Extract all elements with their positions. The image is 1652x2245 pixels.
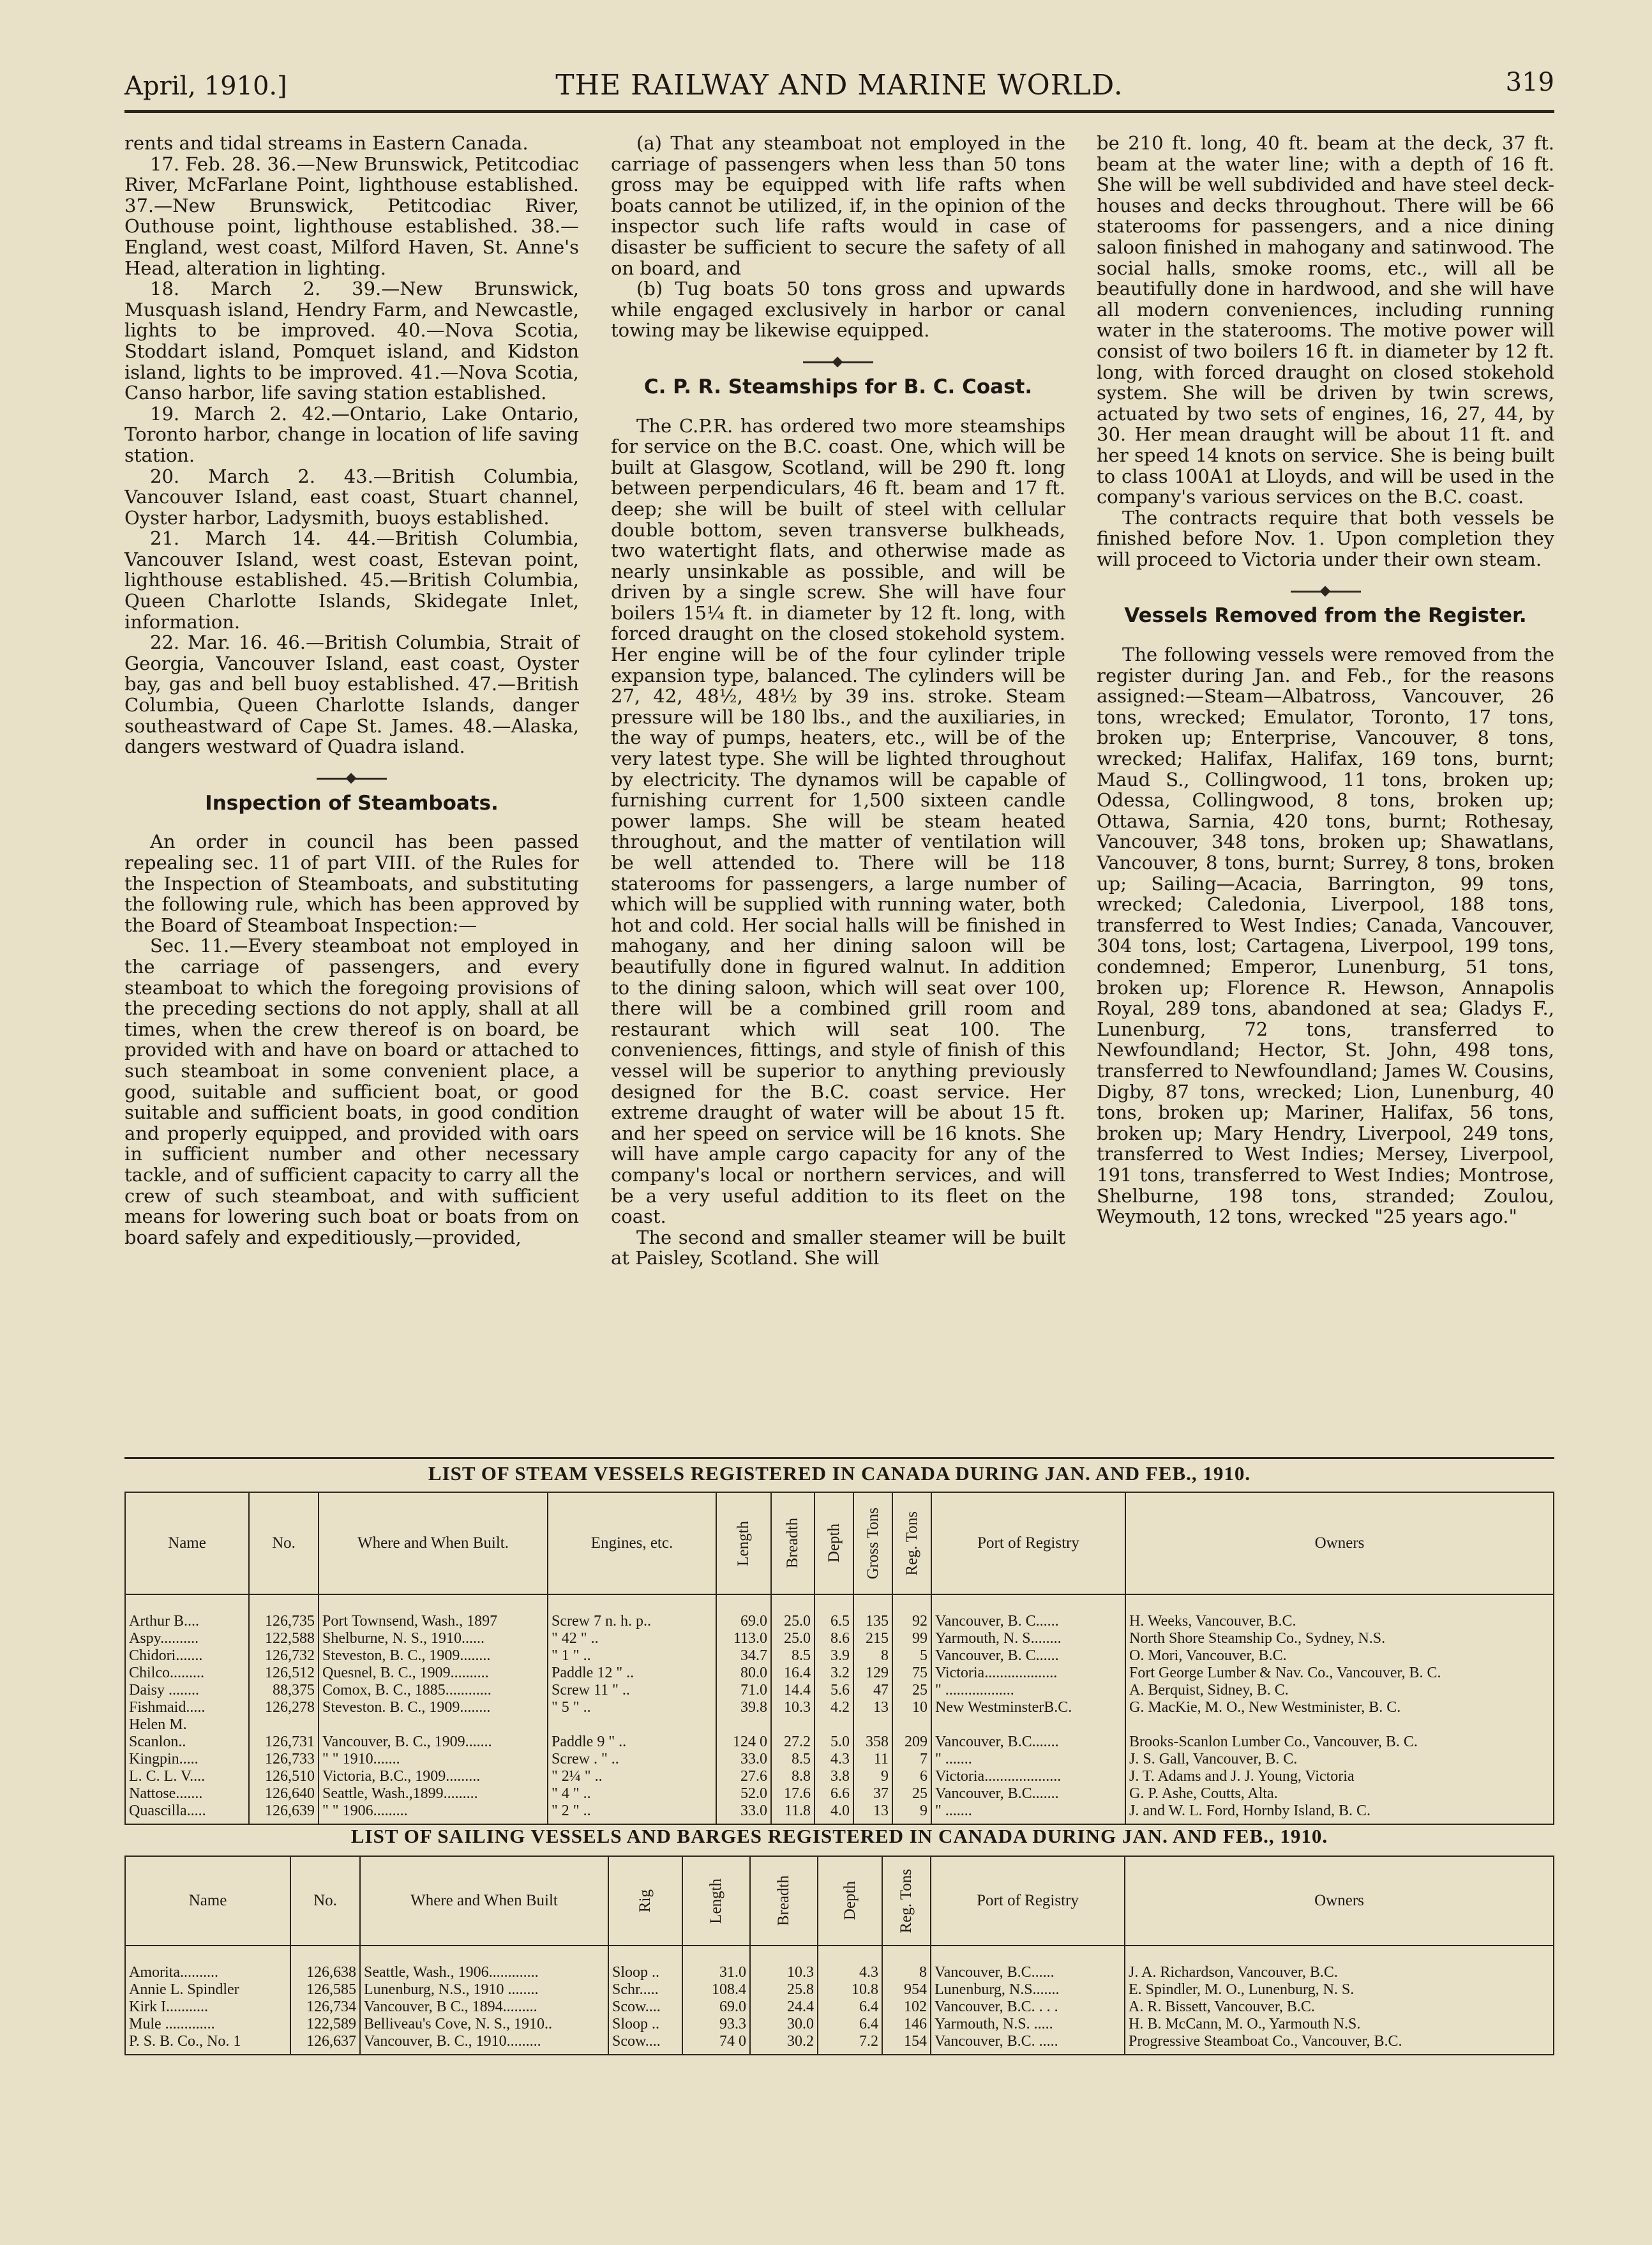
table-row (125, 1699, 1554, 1716)
paragraph: An order in council has been passed repealing sec. 11 of part VIII. of the Rules for the Inspection of Steamboats, and substituting the following rule, which has been approved by the Board of Steamboat Inspection:— (124, 831, 579, 936)
table-cell: Steveston, B. C., 1909........ (319, 1647, 548, 1665)
table-cell: 126,278 (249, 1699, 319, 1716)
table-cell: 8.5 (771, 1751, 815, 1768)
table-cell (125, 1594, 249, 1613)
table-cell (682, 1946, 750, 1964)
table-cell (319, 1594, 548, 1613)
section-heading-cpr-steamships: C. P. R. Steamships for B. C. Coast. (643, 375, 1033, 398)
table-cell: 10.3 (771, 1699, 815, 1716)
paragraph: 21. March 14. 44.—British Columbia, Vancouver Island, west coast, Estevan point, lighthouse established. 45.—British Columbia, Queen Charlotte Islands, Skidegate Inlet, information. (124, 527, 579, 633)
column-header (815, 1492, 853, 1594)
table-cell (1125, 1946, 1554, 1964)
table-cell: 126,639 (249, 1803, 319, 1824)
sailing-table-body (125, 1946, 1554, 2055)
column-header: Name (125, 1492, 249, 1594)
page-header (124, 66, 1554, 111)
table-cell: 129 (853, 1665, 892, 1682)
paragraph: 22. Mar. 16. 46.—British Columbia, Strait of Georgia, Vancouver Island, east coast, Oyster bay, gas and bell buoy established. 47.—British Columbia, Queen Charlotte Islands, danger southeastward of Cape St. James. 48.—Alaska, dangers westward of Quadra island. (124, 631, 579, 758)
column-header: Owners (1125, 1856, 1554, 1946)
table-row (125, 1613, 1554, 1630)
table-cell: Screw . " .. (548, 1751, 716, 1768)
table-cell: Lunenburg, N.S....... (931, 1981, 1125, 1999)
table-cell: Scow.... (608, 1999, 682, 2016)
table-row (125, 1682, 1554, 1699)
table-row (125, 1647, 1554, 1665)
table-row (125, 1803, 1554, 1824)
table-cell: Vancouver, B.C. . . . (931, 1999, 1125, 2016)
table-cell: 99 (892, 1630, 931, 1647)
sailing-table-title: LIST OF SAILING VESSELS AND BARGES REGISTERED IN CANADA DURING JAN. AND FEB., 1910. (350, 1825, 1328, 1847)
table-cell (853, 1716, 892, 1734)
table-cell (249, 1594, 319, 1613)
table-cell (892, 1716, 931, 1734)
table-cell: 8 (853, 1647, 892, 1665)
table-cell: Paddle 9 " .. (548, 1734, 716, 1751)
table-cell: J. T. Adams and J. J. Young, Victoria (1125, 1768, 1554, 1785)
table-cell: 69.0 (682, 1999, 750, 2016)
table-cell: 209 (892, 1734, 931, 1751)
table-cell (892, 1594, 931, 1613)
paragraph: rents and tidal streams in Eastern Canada. (124, 132, 529, 154)
table-cell: 10 (892, 1699, 931, 1716)
table-cell: 113.0 (716, 1630, 771, 1647)
table-cell: 4.3 (818, 1964, 882, 1981)
table-spacer-row (125, 1594, 1554, 1613)
table-cell: 52.0 (716, 1785, 771, 1803)
paragraph: The C.P.R. has ordered two more steamships for service on the B.C. coast. One, which will be built at Glasgow, Scotland, will be 290 ft. long between perpendiculars, 46 ft. beam and 17 ft. deep; she will be built of steel with cellular double bottom, seven transverse bulkheads, two watertight flats, and otherwise made as nearly unsinkable as possible, and will be driven by a single screw. She will have four boilers 15¼ ft. in diameter by 12 ft. long, with forced draught on the closed stokehold system. Her engine will be of the four cylinder triple expansion type, balanced. The cylinders will be 27, 42, 48½, 48½ by 39 ins. stroke. Steam pressure will be 180 lbs., and the auxiliaries, in the way of pumps, heaters, etc., will be of the very latest type. She will be lighted throughout by electricity. The dynamos will be capable of furnishing current for 1,500 sixteen candle power lamps. She will be steam heated throughout, and the matter of ventilation will be well attended to. There will be 118 staterooms for passengers, a large number of which will be supplied with running water, both hot and cold. Her social halls will be finished in mahogany, and her dining saloon will be beautifully done in figured walnut. In addition to the dining saloon, which will seat over 100, there will be a combined grill room and restaurant which will seat 100. The conveniences, fittings, and style of finish of this vessel will be superior to anything previously designed for the B.C. coast service. Her extreme draught of water will be about 15 ft. and her speed on service will be 16 knots. She will have ample cargo capacity for any of the company's local or northern services, and will be a very useful addition to its fleet on the coast. (611, 414, 1065, 1228)
table-cell: Comox, B. C., 1885............ (319, 1682, 548, 1699)
table-cell: 16.4 (771, 1665, 815, 1682)
table-cell: 126,733 (249, 1751, 319, 1768)
issue-date: April, 1910.] (124, 72, 287, 101)
table-cell: O. Mori, Vancouver, B.C. (1125, 1647, 1554, 1665)
table-cell: Quascilla..... (125, 1803, 249, 1824)
paragraph: The following vessels were removed from the register during Jan. and Feb., for the reasons assigned:—Steam—Albatross, Vancouver, 26 tons, wrecked; Emulator, Toronto, 17 tons, broken up; Enterprise, Vancouver, 8 tons, wrecked; Halifax, Halifax, 169 tons, burnt; Maud S., Collingwood, 11 tons, broken up; Odessa, Collingwood, 8 tons, broken up; Ottawa, Sarnia, 420 tons, burnt; Rothesay, Vancouver, 348 tons, broken up; Shawatlans, Vancouver, 8 tons, burnt; Surrey, 8 tons, broken up; Sailing—Acacia, Barrington, 99 tons, wrecked; Caledonia, Liverpool, 188 tons, transferred to West Indies; Canada, Vancouver, 304 tons, lost; Cartagena, Liverpool, 199 tons, condemned; Emperor, Lunenburg, 51 tons, broken up; Florence R. Hewson, Annapolis Royal, 289 tons, abandoned at sea; Gladys F., Lunenburg, 72 tons, transferred to Newfoundland; Hector, St. John, 498 tons, transferred to Newfoundland; James W. Cousins, Digby, 87 tons, wrecked; Lion, Lunenburg, 40 tons, broken up; Mariner, Halifax, 56 tons, broken up; Mary Hendry, Liverpool, 249 tons, transferred to West Indies; Mersey, Liverpool, 191 tons, transferred to West Indies; Montrose, Shelburne, 198 tons, stranded; Zoulou, Weymouth, 12 tons, wrecked "25 years ago." (1097, 644, 1554, 1228)
table-cell: 25 (892, 1682, 931, 1699)
table-cell: 154 (882, 2033, 931, 2055)
column-header: Where and When Built (360, 1856, 608, 1946)
column-header (882, 1856, 931, 1946)
table-cell (882, 1946, 931, 1964)
table-cell: G. P. Ashe, Coutts, Alta. (1125, 1785, 1554, 1803)
column-header (716, 1492, 771, 1594)
column-1 (124, 133, 579, 1248)
table-cell: 126,732 (249, 1647, 319, 1665)
table-cell: 358 (853, 1734, 892, 1751)
column-header-text: Depth (841, 1881, 859, 1921)
table-cell: 17.6 (771, 1785, 815, 1803)
table-cell: 27.6 (716, 1768, 771, 1785)
column-header (682, 1856, 750, 1946)
table-header-row (125, 1492, 1554, 1594)
paragraph: The contracts require that both vessels be finished before Nov. 1. Upon completion they will proceed to Victoria under their own steam. (1097, 506, 1554, 570)
table-cell: 13 (853, 1803, 892, 1824)
table-cell: 6.4 (818, 2016, 882, 2033)
table-cell: Vancouver, B. C., 1910......... (360, 2033, 608, 2055)
table-cell: " 5 " .. (548, 1699, 716, 1716)
column-header-text: Depth (825, 1523, 843, 1563)
table-cell (716, 1716, 771, 1734)
page-number: 319 (1505, 68, 1554, 97)
table-cell: Chilco......... (125, 1665, 249, 1682)
table-cell: Vancouver, B C., 1894......... (360, 1999, 608, 2016)
table-cell: Sloop .. (608, 2016, 682, 2033)
table-cell: 25 (892, 1785, 931, 1803)
column-header (771, 1492, 815, 1594)
table-cell: Schr..... (608, 1981, 682, 1999)
table-cell: Seattle, Wash.,1899......... (319, 1785, 548, 1803)
table-cell: Victoria, B.C., 1909......... (319, 1768, 548, 1785)
table-row (125, 1665, 1554, 1682)
table-row (125, 1768, 1554, 1785)
steam-table-body (125, 1594, 1554, 1824)
steam-vessels-table (124, 1492, 1554, 1825)
table-cell: A. R. Bissett, Vancouver, B.C. (1125, 1999, 1554, 2016)
column-header (750, 1856, 818, 1946)
table-spacer-row (125, 1946, 1554, 1964)
table-cell: Port Townsend, Wash., 1897 (319, 1613, 548, 1630)
table-cell: 69.0 (716, 1613, 771, 1630)
table-cell: 14.4 (771, 1682, 815, 1699)
table-cell: 34.7 (716, 1647, 771, 1665)
table-cell (818, 1946, 882, 1964)
table-cell: 13 (853, 1699, 892, 1716)
table-cell: 4.2 (815, 1699, 853, 1716)
table-row (125, 1716, 1554, 1734)
table-cell: " 2¼ " .. (548, 1768, 716, 1785)
paragraph: (b) Tug boats 50 tons gross and upwards while engaged exclusively in harbor or canal towing may be likewise equipped. (611, 278, 1065, 342)
table-cell: " .................. (931, 1682, 1125, 1699)
table-cell: Vancouver, B. C...... (931, 1613, 1125, 1630)
table-cell: " 2 " .. (548, 1803, 716, 1824)
table-cell: 3.8 (815, 1768, 853, 1785)
table-cell: Vancouver, B.C....... (931, 1785, 1125, 1803)
table-cell: 30.2 (750, 2033, 818, 2055)
table-cell: 25.0 (771, 1613, 815, 1630)
table-cell: Shelburne, N. S., 1910...... (319, 1630, 548, 1647)
table-cell: 25.0 (771, 1630, 815, 1647)
table-cell: G. MacKie, M. O., New Westminister, B. C. (1125, 1699, 1554, 1716)
table-row (125, 1981, 1554, 1999)
table-cell: J. and W. L. Ford, Hornby Island, B. C. (1125, 1803, 1554, 1824)
table-cell: 126,640 (249, 1785, 319, 1803)
table-cell: 3.2 (815, 1665, 853, 1682)
table-cell: Mule ............. (125, 2016, 290, 2033)
table-cell: 6.6 (815, 1785, 853, 1803)
table-row (125, 1751, 1554, 1768)
table-cell: 37 (853, 1785, 892, 1803)
table-cell: " ....... (931, 1751, 1125, 1768)
column-3 (1097, 133, 1554, 1227)
table-cell: Victoria.................... (931, 1768, 1125, 1785)
table-cell: Screw 7 n. h. p.. (548, 1613, 716, 1630)
column-header-text: Reg. Tons (903, 1511, 920, 1576)
table-cell: Screw 11 " .. (548, 1682, 716, 1699)
table-cell: " 4 " .. (548, 1785, 716, 1803)
column-header: No. (290, 1856, 360, 1946)
table-cell: 4.3 (815, 1751, 853, 1768)
table-cell: 954 (882, 1981, 931, 1999)
table-cell: 88,375 (249, 1682, 319, 1699)
section-ornament (611, 351, 1065, 360)
table-cell (1125, 1594, 1554, 1613)
sailing-vessels-table (124, 1856, 1554, 2055)
table-cell: Scow.... (608, 2033, 682, 2055)
paragraph: (a) That any steamboat not employed in the carriage of passengers when less than 50 tons gross may be equipped with life rafts when boats cannot be utilized, if, in the opinion of the inspector such life rafts would in case of disaster be sufficient to secure the safety of all on board, and (611, 132, 1065, 279)
table-cell: E. Spindler, M. O., Lunenburg, N. S. (1125, 1981, 1554, 1999)
table-cell: 9 (853, 1768, 892, 1785)
table-cell: 126,735 (249, 1613, 319, 1630)
column-header: Port of Registry (931, 1492, 1125, 1594)
table-cell: 126,734 (290, 1999, 360, 2016)
table-cell: 71.0 (716, 1682, 771, 1699)
table-cell: 126,637 (290, 2033, 360, 2055)
column-header: Where and When Built. (319, 1492, 548, 1594)
column-header: Name (125, 1856, 290, 1946)
table-cell: " ....... (931, 1803, 1125, 1824)
table-cell: 92 (892, 1613, 931, 1630)
table-cell: Sloop .. (608, 1964, 682, 1981)
table-cell: 8.8 (771, 1768, 815, 1785)
table-cell: Annie L. Spindler (125, 1981, 290, 1999)
table-cell: 7.2 (818, 2033, 882, 2055)
table-cell: Arthur B.... (125, 1613, 249, 1630)
table-cell: 8.5 (771, 1647, 815, 1665)
table-cell: Lunenburg, N.S., 1910 ........ (360, 1981, 608, 1999)
table-cell: 10.8 (818, 1981, 882, 1999)
column-header-text: Rig (636, 1889, 654, 1913)
table-cell (853, 1594, 892, 1613)
header-rule (124, 110, 1554, 113)
column-2 (611, 133, 1065, 1269)
table-cell: 47 (853, 1682, 892, 1699)
column-header-text: Breadth (775, 1875, 792, 1926)
table-section-rule (124, 1457, 1554, 1459)
table-row (125, 1785, 1554, 1803)
table-cell: 24.4 (750, 1999, 818, 2016)
paragraph: Sec. 11.—Every steamboat not employed in the carriage of passengers, and every steamboat to which the foregoing provisions of the preceding sections do not apply, shall at all times, when the crew thereof is on board, be provided with and have on board or attached to such steamboat in some convenient place, a good, suitable and sufficient boat, or good suitable and sufficient boats, in good condition and properly equipped, and provided with oars in sufficient number and other necessary tackle, and of sufficient capacity to carry all the crew of such steamboat, and with sufficient means for lowering such boat or boats from on board safely and expeditiously,—provided, (124, 935, 579, 1248)
table-cell: 5 (892, 1647, 931, 1665)
table-cell: 11.8 (771, 1803, 815, 1824)
table-cell: 8.6 (815, 1630, 853, 1647)
section-ornament (1097, 580, 1554, 589)
table-cell: L. C. L. V.... (125, 1768, 249, 1785)
table-cell: Daisy ........ (125, 1682, 249, 1699)
column-header (818, 1856, 882, 1946)
table-cell: Chidori....... (125, 1647, 249, 1665)
table-cell: Aspy.......... (125, 1630, 249, 1647)
paragraph: The second and smaller steamer will be built at Paisley, Scotland. She will (611, 1226, 1065, 1269)
table-cell (290, 1946, 360, 1964)
table-cell: Steveston. B. C., 1909........ (319, 1699, 548, 1716)
column-header: Engines, etc. (548, 1492, 716, 1594)
table-cell: " " 1906......... (319, 1803, 548, 1824)
table-cell: A. Berquist, Sidney, B. C. (1125, 1682, 1554, 1699)
table-cell: 8 (882, 1964, 931, 1981)
table-row (125, 1734, 1554, 1751)
table-cell: Kirk I........... (125, 1999, 290, 2016)
table-cell (319, 1716, 548, 1734)
table-cell: 126,585 (290, 1981, 360, 1999)
table-cell: Vancouver, B. C., 1909....... (319, 1734, 548, 1751)
table-cell (716, 1594, 771, 1613)
table-cell: Quesnel, B. C., 1909.......... (319, 1665, 548, 1682)
paragraph: be 210 ft. long, 40 ft. beam at the deck, 37 ft. beam at the water line; with a depth of 16 ft. She will be well subdivided and have steel deck-houses and decks throughout. There will be 66 staterooms for passengers, and a nice dining saloon finished in mahogany and satinwood. The social halls, smoke rooms, etc., will all be beautifully done in hardwood, and she will have all modern conveniences, including running water in the staterooms. The motive power will consist of two boilers 16 ft. in diameter by 12 ft. long, with forced draught on closed stokehold system. She will be driven by twin screws, actuated by two sets of engines, 16, 27, 44, by 30. Her mean draught will be about 11 ft. and her speed 14 knots on service. She is being built to class 100A1 at Lloyds, and will be used in the company's various services on the B.C. coast. (1097, 132, 1554, 508)
table-cell: H. Weeks, Vancouver, B.C. (1125, 1613, 1554, 1630)
table-cell: Progressive Steamboat Co., Vancouver, B.C. (1125, 2033, 1554, 2055)
table-cell: 74 0 (682, 2033, 750, 2055)
table-cell: Yarmouth, N. S........ (931, 1630, 1125, 1647)
paragraph: 17. Feb. 28. 36.—New Brunswick, Petitcodiac River, McFarlane Point, lighthouse established. 37.—New Brunswick, Petitcodiac River, Outhouse point, lighthouse established. 38.—England, west coast, Milford Haven, St. Anne's Head, alteration in lighting. (124, 153, 579, 279)
table-cell: 126,638 (290, 1964, 360, 1981)
table-cell: P. S. B. Co., No. 1 (125, 2033, 290, 2055)
table-cell (815, 1594, 853, 1613)
column-header (892, 1492, 931, 1594)
table-cell: 5.6 (815, 1682, 853, 1699)
table-cell (771, 1716, 815, 1734)
table-cell: 126,512 (249, 1665, 319, 1682)
table-cell: 102 (882, 1999, 931, 2016)
table-cell: Fishmaid..... (125, 1699, 249, 1716)
table-cell: 33.0 (716, 1803, 771, 1824)
table-cell: 93.3 (682, 2016, 750, 2033)
table-cell: Vancouver, B. C...... (931, 1647, 1125, 1665)
table-cell (815, 1716, 853, 1734)
table-cell (771, 1594, 815, 1613)
table-cell (548, 1716, 716, 1734)
table-cell: Victoria................... (931, 1665, 1125, 1682)
table-cell: 5.0 (815, 1734, 853, 1751)
table-cell: 80.0 (716, 1665, 771, 1682)
column-header-text: Gross Tons (864, 1507, 882, 1580)
table-cell: 126,731 (249, 1734, 319, 1751)
table-cell: 124 0 (716, 1734, 771, 1751)
table-cell (931, 1716, 1125, 1734)
table-cell: 39.8 (716, 1699, 771, 1716)
section-heading-inspection: Inspection of Steamboats. (205, 791, 499, 815)
column-header: Owners (1125, 1492, 1554, 1594)
table-cell: Vancouver, B.C....... (931, 1734, 1125, 1751)
table-cell: J. S. Gall, Vancouver, B. C. (1125, 1751, 1554, 1768)
table-cell: 25.8 (750, 1981, 818, 1999)
column-header: No. (249, 1492, 319, 1594)
column-header-text: Length (735, 1520, 752, 1566)
table-cell: " 42 " .. (548, 1630, 716, 1647)
table-cell: Vancouver, B.C. ..... (931, 2033, 1125, 2055)
table-cell: Belliveau's Cove, N. S., 1910.. (360, 2016, 608, 2033)
table-cell: 11 (853, 1751, 892, 1768)
table-cell: 30.0 (750, 2016, 818, 2033)
column-header-text: Breadth (784, 1518, 801, 1569)
table-cell: Vancouver, B.C...... (931, 1964, 1125, 1981)
paragraph: 18. March 2. 39.—New Brunswick, Musquash island, Hendry Farm, and Newcastle, lights to be improved. 40.—Nova Scotia, Stoddart island, Pomquet island, and Kidston island, lights to be improved. 41.—Nova Scotia, Canso harbor, life saving station established. (124, 278, 579, 404)
column-header: Port of Registry (931, 1856, 1125, 1946)
table-cell: 135 (853, 1613, 892, 1630)
column-header (853, 1492, 892, 1594)
table-cell: 9 (892, 1803, 931, 1824)
table-cell (931, 1594, 1125, 1613)
table-cell (548, 1594, 716, 1613)
table-cell: Yarmouth, N.S. ..... (931, 2016, 1125, 2033)
table-cell (608, 1946, 682, 1964)
table-cell: 215 (853, 1630, 892, 1647)
table-cell: Fort George Lumber & Nav. Co., Vancouver, B. C. (1125, 1665, 1554, 1682)
table-cell: New WestminsterB.C. (931, 1699, 1125, 1716)
table-cell: 146 (882, 2016, 931, 2033)
table-cell (125, 1946, 290, 1964)
column-header-text: Length (707, 1878, 725, 1924)
paragraph: 19. March 2. 42.—Ontario, Lake Ontario, Toronto harbor, change in location of life saving station. (124, 402, 579, 466)
table-row (125, 1964, 1554, 1981)
table-cell: 122,589 (290, 2016, 360, 2033)
table-row (125, 1999, 1554, 2016)
table-cell: Paddle 12 " .. (548, 1665, 716, 1682)
table-cell: 4.0 (815, 1803, 853, 1824)
table-cell: 7 (892, 1751, 931, 1768)
table-cell: 33.0 (716, 1751, 771, 1768)
section-heading-vessels-removed: Vessels Removed from the Register. (1124, 604, 1527, 628)
table-row (125, 2033, 1554, 2055)
table-cell: 122,588 (249, 1630, 319, 1647)
table-cell: Helen M. (125, 1716, 249, 1734)
table-cell (750, 1946, 818, 1964)
column-header (608, 1856, 682, 1946)
table-cell: 10.3 (750, 1964, 818, 1981)
table-cell: 3.9 (815, 1647, 853, 1665)
table-cell: North Shore Steamship Co., Sydney, N.S. (1125, 1630, 1554, 1647)
table-cell (931, 1946, 1125, 1964)
table-cell: 31.0 (682, 1964, 750, 1981)
table-cell: 27.2 (771, 1734, 815, 1751)
table-row (125, 2016, 1554, 2033)
table-cell: 75 (892, 1665, 931, 1682)
publication-title: THE RAILWAY AND MARINE WORLD. (555, 69, 1123, 102)
steam-table-title: LIST OF STEAM VESSELS REGISTERED IN CANADA DURING JAN. AND FEB., 1910. (428, 1462, 1251, 1485)
table-cell: Amorita.......... (125, 1964, 290, 1981)
paragraph: 20. March 2. 43.—British Columbia, Vancouver Island, east coast, Stuart channel, Oyster harbor, Ladysmith, buoys established. (124, 465, 579, 529)
table-cell: Kingpin..... (125, 1751, 249, 1768)
table-cell: 6.5 (815, 1613, 853, 1630)
table-cell: " 1 " .. (548, 1647, 716, 1665)
section-ornament (124, 767, 579, 776)
table-cell: Brooks-Scanlon Lumber Co., Vancouver, B. C. (1125, 1734, 1554, 1751)
table-cell: Nattose....... (125, 1785, 249, 1803)
table-cell: 6 (892, 1768, 931, 1785)
table-header-row (125, 1856, 1554, 1946)
table-cell: Seattle, Wash., 1906............. (360, 1964, 608, 1981)
table-cell: " " 1910....... (319, 1751, 548, 1768)
table-row (125, 1630, 1554, 1647)
table-cell: Scanlon.. (125, 1734, 249, 1751)
table-cell (360, 1946, 608, 1964)
table-cell: J. A. Richardson, Vancouver, B.C. (1125, 1964, 1554, 1981)
table-cell (1125, 1716, 1554, 1734)
table-cell (249, 1716, 319, 1734)
table-cell: 6.4 (818, 1999, 882, 2016)
table-cell: 108.4 (682, 1981, 750, 1999)
column-header-text: Reg. Tons (897, 1868, 915, 1933)
table-cell: H. B. McCann, M. O., Yarmouth N.S. (1125, 2016, 1554, 2033)
table-cell: 126,510 (249, 1768, 319, 1785)
